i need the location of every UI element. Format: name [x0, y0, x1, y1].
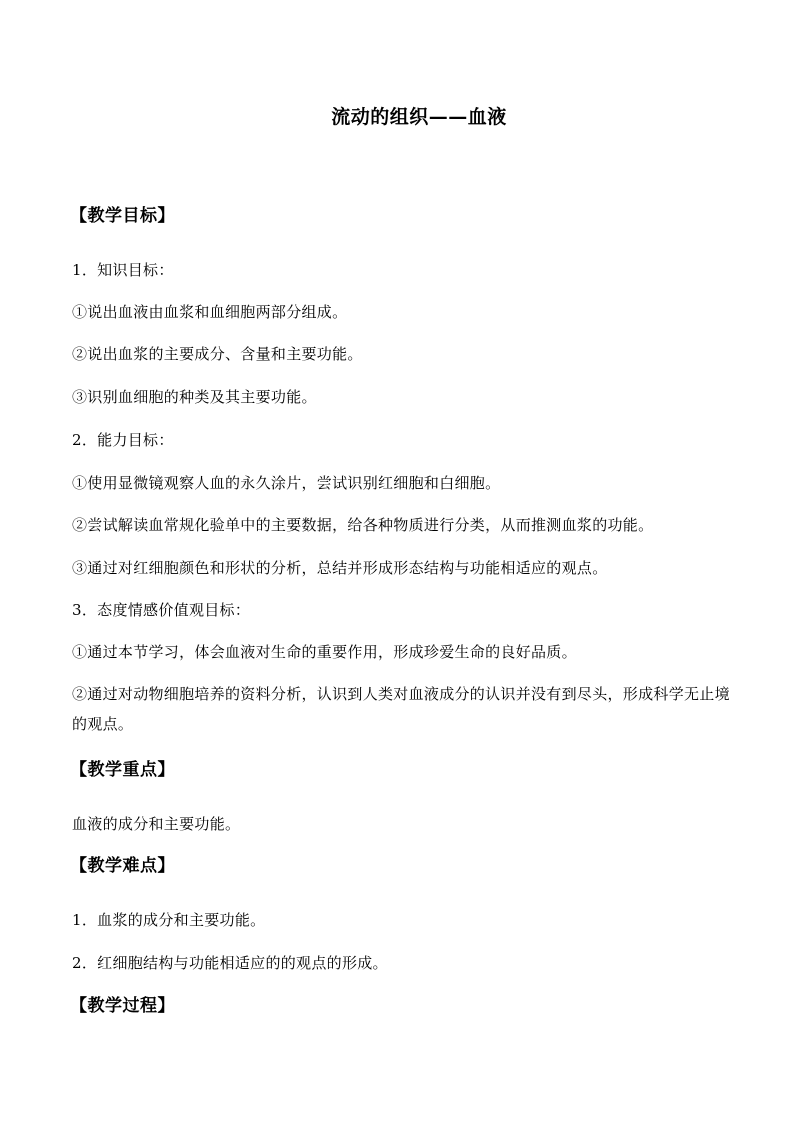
- knowledge-objective-item: ①说出血液由血浆和血细胞两部分组成。: [72, 303, 348, 321]
- attitude-objective-item: ②通过对动物细胞培养的资料分析，认识到人类对血液成分的认识并没有到尽头，形成科学无止境的观点。: [72, 685, 730, 733]
- key-points-text: 血液的成分和主要功能。: [72, 815, 241, 833]
- ability-objective-item: ①使用显微镜观察人血的永久涂片，尝试识别红细胞和白细胞。: [72, 474, 501, 492]
- ability-objective-item: ②尝试解读血常规化验单中的主要数据，给各种物质进行分类，从而推测血浆的功能。: [72, 516, 654, 534]
- attitude-objective-item: ①通过本节学习，体会血液对生命的重要作用，形成珍爱生命的良好品质。: [72, 643, 577, 661]
- difficulties-heading: 【教学难点】: [70, 856, 175, 876]
- key-points-heading: 【教学重点】: [70, 760, 175, 780]
- difficulty-item: 1．血浆的成分和主要功能。: [72, 911, 266, 929]
- knowledge-objective-item: ③识别血细胞的种类及其主要功能。: [72, 388, 317, 406]
- objectives-heading: 【教学目标】: [70, 206, 175, 226]
- ability-objective-item: ③通过对红细胞颜色和形状的分析，总结并形成形态结构与功能相适应的观点。: [72, 559, 608, 577]
- document-title: 流动的组织——血液: [331, 106, 507, 128]
- knowledge-objective-item: ②说出血浆的主要成分、含量和主要功能。: [72, 345, 363, 363]
- difficulty-item: 2．红细胞结构与功能相适应的的观点的形成。: [72, 954, 388, 972]
- process-heading: 【教学过程】: [70, 996, 175, 1016]
- ability-objectives-label: 2．能力目标：: [72, 431, 174, 449]
- knowledge-objectives-label: 1．知识目标：: [72, 261, 174, 279]
- attitude-objectives-label: 3．态度情感价值观目标：: [72, 601, 251, 619]
